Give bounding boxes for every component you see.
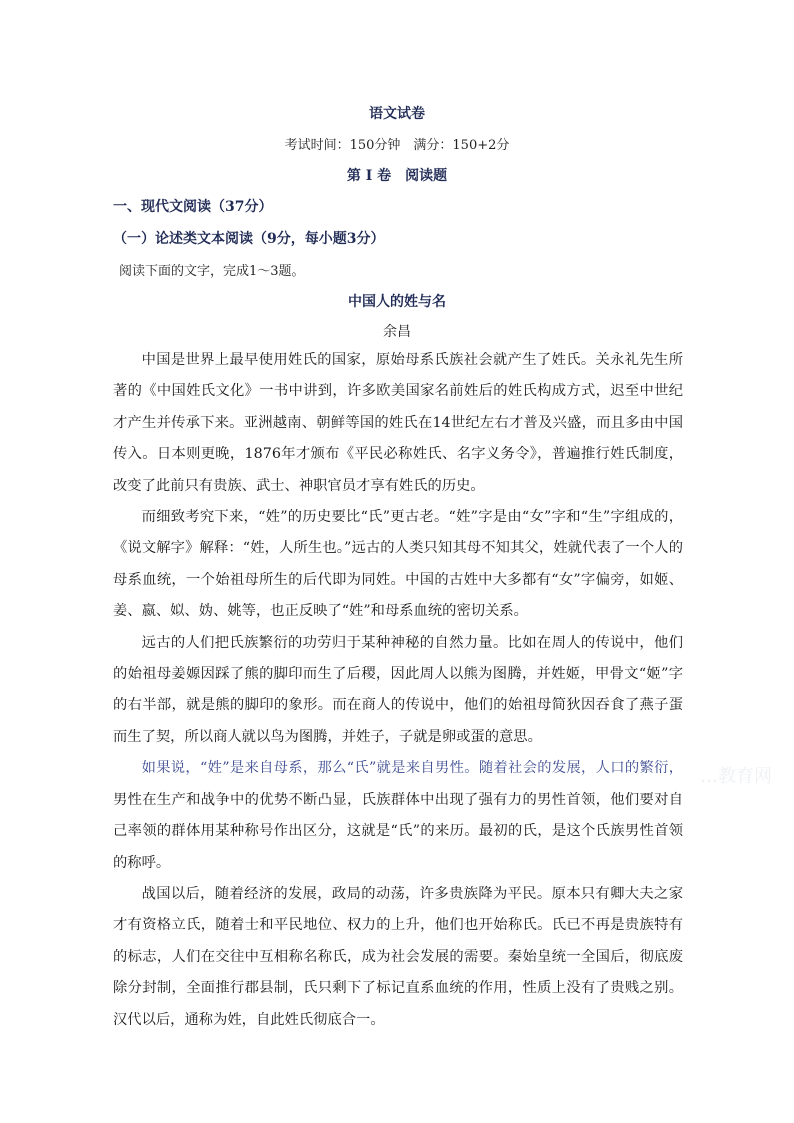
volume-heading: 第 I 卷 阅读题 xyxy=(346,168,448,184)
article-body xyxy=(113,345,683,1036)
watermark: …教育网 xyxy=(700,766,772,787)
paragraph-text: 男性在生产和战争中的优势不断凸显，氏族群体中出现了强有力的男性首领，他们要对自己率领的群体用某种称号作出区分，这就是“氏”的来历。最初的氏，是这个氏族男性首领的称呼。 xyxy=(113,791,683,871)
subsection-heading: （一）论述类文本阅读（9分，每小题3分） xyxy=(113,231,385,247)
highlighted-text: 如果说，“姓”是来自母系，那么“氏”就是来自男性。随着社会的发展，人口的繁衍， xyxy=(141,760,683,777)
article-title: 中国人的姓与名 xyxy=(348,294,446,310)
article-author: 余昌 xyxy=(383,324,411,340)
paragraph: 而细致考究下来，“姓”的历史要比“氏”更古老。“姓”字是由“女”字和“生”字组成的，《说文解字》解释：“姓，人所生也。”远古的人类只知其母不知其父，姓就代表了一个人的母系血统，一个始祖母所生的后代即为同姓。中国的古姓中大多都有“女”字偏旁，如姬、姜、嬴、姒、妫、姚等，也正反映了“姓”和母系血统的密切关系。 xyxy=(113,509,683,620)
reading-instruction: 阅读下面的文字，完成1～3题。 xyxy=(119,264,305,279)
section-heading: 一、现代文阅读（37分） xyxy=(113,199,273,215)
paragraph xyxy=(113,753,683,879)
paragraph: 中国是世界上最早使用姓氏的国家，原始母系氏族社会就产生了姓氏。关永礼先生所著的《中国姓氏文化》一书中讲到，许多欧美国家名前姓后的姓氏构成方式，迟至中世纪才产生并传承下来。亚洲越南、朝鲜等国的姓氏在14世纪左右才普及兴盛，而且多由中国传入。日本则更晚，1876年才颁布《平民必称姓氏、名字义务令》，普遍推行姓氏制度，改变了此前只有贵族、武士、神职官员才享有姓氏的历史。 xyxy=(113,352,683,494)
paragraph: 战国以后，随着经济的发展，政局的动荡，许多贵族降为平民。原本只有卿大夫之家才有资格立氏，随着士和平民地位、权力的上升，他们也开始称氏。氏已不再是贵族特有的标志，人们在交往中互相称名称氏，成为社会发展的需要。秦始皇统一全国后，彻底废除分封制，全面推行郡县制，氏只剩下了标记直系血统的作用，性质上没有了贵贱之别。汉代以后，通称为姓，自此姓氏彻底合一。 xyxy=(113,885,683,1028)
paragraph: 远古的人们把氏族繁衍的功劳归于某种神秘的自然力量。比如在周人的传说中，他们的始祖母姜嫄因踩了熊的脚印而生了后稷，因此周人以熊为图腾，并姓姬，甲骨文“姬”字的右半部，就是熊的脚印的象形。而在商人的传说中，他们的始祖母简狄因吞食了燕子蛋而生了契，所以商人就以鸟为图腾，并姓子，子就是卵或蛋的意思。 xyxy=(113,634,683,745)
exam-meta: 考试时间：150分钟 满分：150+2分 xyxy=(284,138,510,153)
exam-title: 语文试卷 xyxy=(369,106,425,122)
